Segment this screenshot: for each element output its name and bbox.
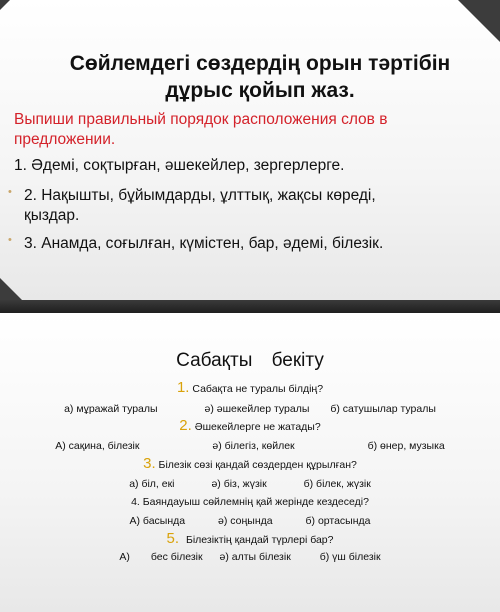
bullet-icon: • (8, 234, 12, 246)
question-4: 4. Баяндауыш сөйлемнің қай жерінде кездеседі? (131, 496, 369, 508)
exercise-item-2: 2. Нақышты, бұйымдарды, ұлттық, жақсы көреді, қыздар. (24, 187, 376, 224)
slide-2 (0, 313, 500, 612)
question-3-options: а) біл, екі ә) біз, жүзік б) білек, жүзік (129, 478, 371, 490)
exercise-item-3: 3. Анамда, соғылған, күмістен, бар, әдемі, білезік. (24, 235, 384, 252)
slide-1-title: Сөйлемдегі сөздердің орын тәртібін дұрыс қойып жаз. (69, 52, 451, 102)
question-5: 5. Білезіктің қандай түрлері бар? (166, 530, 334, 547)
instruction-text: Выпиши правильный порядок расположения слов в предложении. (14, 111, 388, 148)
question-2-options: А) сақина, білезік ә) білегіз, көйлек б) өнер, музыка (55, 440, 445, 452)
question-4-options: А) басында ә) соңында б) ортасында (129, 515, 371, 527)
question-5-options: А) бес білезік ә) алты білезік б) үш білезік (119, 551, 381, 563)
corner-decoration (0, 0, 10, 10)
bullet-icon: • (8, 186, 12, 198)
corner-decoration (458, 0, 500, 42)
question-1: 1. Сабақта не туралы білдің? (176, 379, 324, 396)
question-2: 2. Әшекейлерге не жатады? (179, 417, 321, 434)
corner-decoration (0, 278, 22, 300)
question-3: 3. Білезік сөзі қандай сөздерден құрылған? (143, 455, 357, 472)
exercise-item-1: 1. Әдемі, соқтырған, әшекейлер, зергерлерге. (14, 157, 345, 174)
slide-1 (0, 0, 500, 300)
slide-divider (0, 300, 500, 313)
slide-2-title: Сабақты бекіту (176, 350, 324, 371)
question-1-options: а) мұражай туралы ә) әшекейлер туралы б) сатушылар туралы (64, 403, 436, 415)
